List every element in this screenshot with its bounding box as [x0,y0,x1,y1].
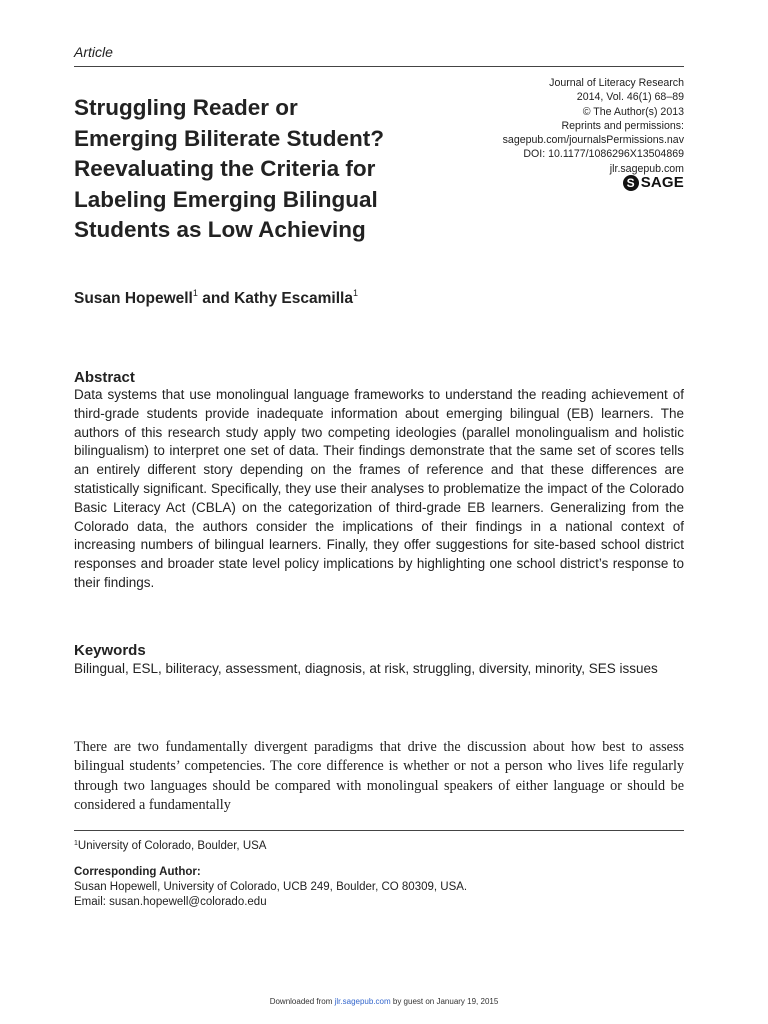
sage-logo [623,175,684,191]
affiliation-text: University of Colorado, Boulder, USA [77,840,267,852]
download-footer [0,997,768,1006]
sage-logo-icon: S [623,175,639,191]
download-suffix: by guest on January 19, 2015 [390,997,499,1006]
author-name: Susan Hopewell [74,290,193,307]
author-name: Kathy Escamilla [234,290,353,307]
keywords-heading: Keywords [74,642,146,659]
footnote-divider [74,830,684,831]
keywords-text: Bilingual, ESL, biliteracy, assessment, diagnosis, at risk, struggling, diversity, minority, SES issues [74,661,658,676]
doi-link[interactable]: DOI: 10.1177/1086296X13504869 [523,148,684,161]
article-type-label: Article [74,44,113,60]
abstract-text: Data systems that use monolingual language frameworks to understand the reading achievement of third-grade students provide inadequate information about emerging bilingual (EB) learners. The authors of this research study apply two competing ideologies (parallel monolingualism and holistic bilingualism) to interpret one set of data. Their findings demonstrate that the same set of scores tells an entirely different story depending on the frames of reference and that these differences are statistically significant. Specifically, they use their analyses to problematize the impact of the Colorado Basic Literacy Act (CBLA) on the categorization of third-grade EB learners. Generalizing from the Colorado data, the authors consider the implications of their findings in a national context of increasing numbers of bilingual learners. Finally, they offer suggestions for site-based school district responses and broader state level policy implications by highlighting one school district’s response to their findings. [74,387,684,590]
permissions-link[interactable]: sagepub.com/journalsPermissions.nav [502,134,684,147]
corresponding-author-email[interactable]: Email: susan.hopewell@colorado.edu [74,896,267,908]
article-title [74,93,494,246]
journal-citation-block [503,76,684,176]
corresponding-author-address: Susan Hopewell, University of Colorado, UCB 249, Boulder, CO 80309, USA. [74,881,468,893]
author-list [74,288,358,308]
title-line: Students as Low Achieving [74,217,366,242]
sage-logo-wordmark: SAGE [640,174,684,191]
affiliation-marker: 1 [352,288,358,298]
body-paragraph: There are two fundamentally divergent paradigms that drive the discussion about how best to assess bilingual students’ competencies. The core difference is whether or not a person who lives life regularly through two languages should be compared with monolingual speakers of either language or should be considered a fundamentally [74,739,684,813]
abstract-heading: Abstract [74,369,135,386]
author-conjunction: and [197,290,235,307]
title-line: Labeling Emerging Bilingual [74,186,378,212]
journal-website-link[interactable]: jlr.sagepub.com [609,162,684,175]
affiliation-marker: 1 [192,288,198,298]
download-site-link[interactable]: jlr.sagepub.com [334,997,391,1006]
download-prefix: Downloaded from [269,997,335,1006]
affiliation-footnote [74,840,266,852]
reprints-label: Reprints and permissions: [561,119,684,132]
title-line: Reevaluating the Criteria for [74,156,376,181]
title-line: Struggling Reader or [74,95,298,120]
corresponding-author-heading: Corresponding Author: [74,866,201,878]
affiliation-marker: 1 [74,840,78,847]
journal-volume: 2014, Vol. 46(1) 68–89 [576,91,684,104]
copyright-line: © The Author(s) 2013 [582,105,684,118]
journal-name: Journal of Literacy Research [549,77,684,89]
header-divider [74,66,684,67]
title-line: Emerging Biliterate Student? [74,125,385,151]
